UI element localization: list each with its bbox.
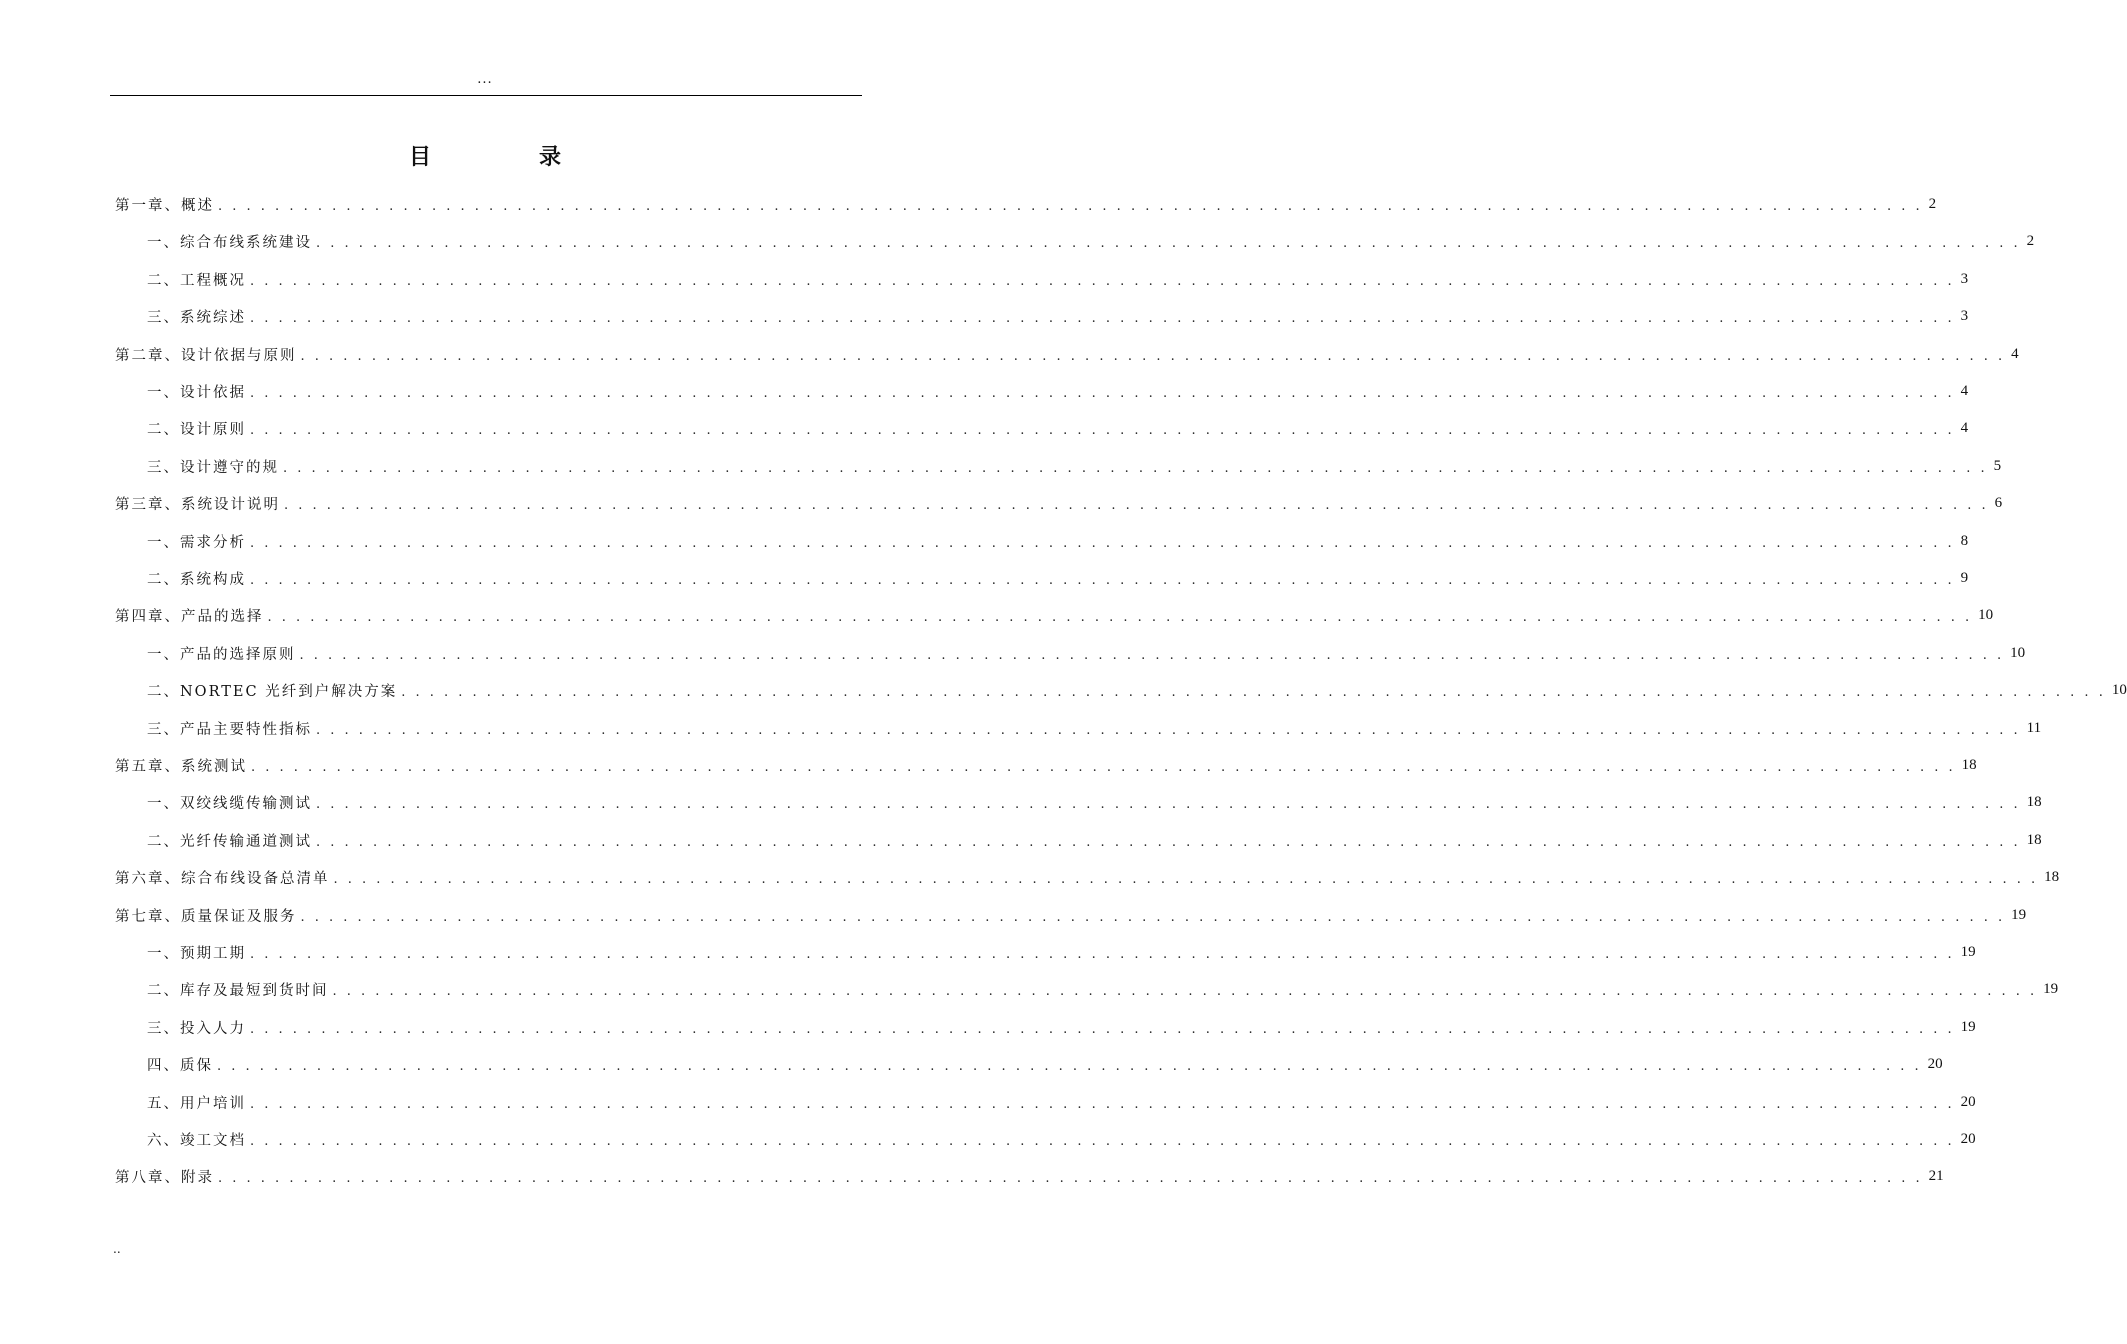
toc-page-number: 8 (1960, 532, 1969, 549)
toc-page-number: 4 (2011, 345, 2019, 362)
toc-entry-label: 第一章、概述 (115, 198, 214, 214)
header-rule (110, 95, 862, 96)
toc-section-entry[interactable] (147, 298, 1969, 335)
toc-page-number: 18 (2044, 869, 2060, 886)
toc-dot-leader: . . . . . . . . . . . . . . . . . . . . . . . . . . . . . . . . . . . . . . . . . . . . . . . . . . . . . . . . . . . . . . . . . . . . . . . . . . . . . . . . . . . . . . . . . . . . . . . . . . . . . . . . . . . . . . . . . . . . . . . . (218, 1171, 1923, 1187)
toc-dot-leader: . . . . . . . . . . . . . . . . . . . . . . . . . . . . . . . . . . . . . . . . . . . . . . . . . . . . . . . . . . . . . . . . . . . . . . . . . . . . . . . . . . . . . . . . . . . . . . . . . . . . . . . . . . . . . . . . . . . . . . . . (316, 834, 2021, 850)
toc-entry-label: 六、竣工文档 (147, 1133, 246, 1149)
toc-section-entry[interactable] (147, 635, 2026, 672)
toc-entry-label: 一、需求分析 (147, 534, 246, 551)
toc-dot-leader: . . . . . . . . . . . . . . . . . . . . . . . . . . . . . . . . . . . . . . . . . . . . . . . . . . . . . . . . . . . . . . . . . . . . . . . . . . . . . . . . . . . . . . . . . . . . . . . . . . . . . . . . . . . . . . . . . . . . . . . . (316, 797, 2021, 813)
footer-mark: .. (113, 1242, 121, 1256)
toc-section-entry[interactable] (147, 971, 2059, 1008)
toc-dot-leader: . . . . . . . . . . . . . . . . . . . . . . . . . . . . . . . . . . . . . . . . . . . . . . . . . . . . . . . . . . . . . . . . . . . . . . . . . . . . . . . . . . . . . . . . . . . . . . . . . . . . . . . . . . . . . . . . . . . . . . . . (316, 722, 2021, 738)
toc-entry-label: 一、综合布线系统建设 (147, 235, 312, 252)
toc-section-entry[interactable] (147, 1084, 1976, 1121)
toc-dot-leader: . . . . . . . . . . . . . . . . . . . . . . . . . . . . . . . . . . . . . . . . . . . . . . . . . . . . . . . . . . . . . . . . . . . . . . . . . . . . . . . . . . . . . . . . . . . . . . . . . . . . . . . . . . . . . . . . . . . . . . . . (251, 760, 1956, 775)
toc-page-number: 10 (2111, 682, 2127, 699)
toc-page-number: 19 (1960, 1018, 1976, 1035)
toc-entry-label: 第四章、产品的选择 (115, 609, 264, 626)
toc-entry-label: 一、双绞线缆传输测试 (147, 796, 312, 813)
toc-page-number: 11 (2026, 719, 2042, 736)
toc-entry-label: 一、预期工期 (147, 946, 246, 962)
toc-chapter-entry[interactable] (115, 1158, 1944, 1195)
toc-entry-label: 第二章、设计依据与原则 (115, 347, 297, 364)
toc-entry-label: 二、系统构成 (147, 572, 246, 588)
toc-entry-label: 五、用户培训 (147, 1095, 246, 1112)
toc-page-number: 19 (1960, 944, 1976, 960)
toc-dot-leader: . . . . . . . . . . . . . . . . . . . . . . . . . . . . . . . . . . . . . . . . . . . . . . . . . . . . . . . . . . . . . . . . . . . . . . . . . . . . . . . . . . . . . . . . . . . . . . . . . . . . . . . . . . . . . . . . . . . . . . . . (218, 199, 1923, 214)
toc-entry-label: 一、产品的选择原则 (147, 646, 296, 663)
toc-page-number: 3 (1960, 270, 1969, 287)
toc-entry-label: 二、工程概况 (147, 272, 246, 289)
toc-page-number: 6 (1994, 495, 2003, 512)
toc-chapter-entry[interactable] (115, 897, 2027, 934)
toc-section-entry[interactable] (147, 710, 2042, 747)
toc-section-entry[interactable] (147, 1046, 1943, 1083)
toc-entry-label: 二、光纤传输通道测试 (147, 833, 312, 850)
toc-entry-label: 第八章、附录 (115, 1170, 214, 1187)
toc-section-entry[interactable] (147, 448, 2002, 485)
toc-page-number: 20 (1960, 1131, 1976, 1147)
toc-section-entry[interactable] (147, 410, 1969, 447)
toc-dot-leader: . . . . . . . . . . . . . . . . . . . . . . . . . . . . . . . . . . . . . . . . . . . . . . . . . . . . . . . . . . . . . . . . . . . . . . . . . . . . . . . . . . . . . . . . . . . . . . . . . . . . . . . . . . . . . . . . . . . . . . . . (299, 647, 2005, 663)
toc-entry-label: 第六章、综合布线设备总清单 (115, 871, 330, 888)
toc-entry-label: 三、系统综述 (147, 310, 246, 327)
toc-dot-leader: . . . . . . . . . . . . . . . . . . . . . . . . . . . . . . . . . . . . . . . . . . . . . . . . . . . . . . . . . . . . . . . . . . . . . . . . . . . . . . . . . . . . . . . . . . . . . . . . . . . . . . . . . . . . . . . . . . . . . . . . (250, 573, 1955, 588)
toc-dot-leader: . . . . . . . . . . . . . . . . . . . . . . . . . . . . . . . . . . . . . . . . . . . . . . . . . . . . . . . . . . . . . . . . . . . . . . . . . . . . . . . . . . . . . . . . . . . . . . . . . . . . . . . . . . . . . . . . . . . . . . . . (284, 498, 1989, 514)
toc-section-entry[interactable] (147, 560, 1969, 597)
toc-section-entry[interactable] (147, 934, 1976, 971)
toc-dot-leader: . . . . . . . . . . . . . . . . . . . . . . . . . . . . . . . . . . . . . . . . . . . . . . . . . . . . . . . . . . . . . . . . . . . . . . . . . . . . . . . . . . . . . . . . . . . . . . . . . . . . . . . . . . . . . . . . . . . . . . . . (250, 311, 1955, 327)
toc-section-entry[interactable] (147, 672, 2127, 709)
toc-page-number: 21 (1928, 1168, 1944, 1185)
toc-dot-leader: . . . . . . . . . . . . . . . . . . . . . . . . . . . . . . . . . . . . . . . . . . . . . . . . . . . . . . . . . . . . . . . . . . . . . . . . . . . . . . . . . . . . . . . . . . . . . . . . . . . . . . . . . . . . . . . . . . . . . . . . (250, 1096, 1955, 1112)
toc-entry-label: 二、NORTEC 光纤到户解决方案 (147, 684, 398, 701)
toc-section-entry[interactable] (147, 223, 2035, 260)
toc-dot-leader: . . . . . . . . . . . . . . . . . . . . . . . . . . . . . . . . . . . . . . . . . . . . . . . . . . . . . . . . . . . . . . . . . . . . . . . . . . . . . . . . . . . . . . . . . . . . . . . . . . . . . . . . . . . . . . . . . . . . . . . . (250, 535, 1955, 551)
toc-dot-leader: . . . . . . . . . . . . . . . . . . . . . . . . . . . . . . . . . . . . . . . . . . . . . . . . . . . . . . . . . . . . . . . . . . . . . . . . . . . . . . . . . . . . . . . . . . . . . . . . . . . . . . . . . . . . . . . . . . . . . . . . (250, 423, 1955, 439)
toc-section-entry[interactable] (147, 1009, 1976, 1046)
toc-dot-leader: . . . . . . . . . . . . . . . . . . . . . . . . . . . . . . . . . . . . . . . . . . . . . . . . . . . . . . . . . . . . . . . . . . . . . . . . . . . . . . . . . . . . . . . . . . . . . . . . . . . . . . . . . . . . . . . . . . . . . . . . (217, 1059, 1922, 1075)
toc-section-entry[interactable] (147, 523, 1969, 560)
toc-chapter-entry[interactable] (115, 485, 2003, 522)
toc-section-entry[interactable] (147, 373, 1969, 410)
toc-section-entry[interactable] (147, 261, 1969, 298)
toc-chapter-entry[interactable] (115, 747, 1977, 784)
toc-dot-leader: . . . . . . . . . . . . . . . . . . . . . . . . . . . . . . . . . . . . . . . . . . . . . . . . . . . . . . . . . . . . . . . . . . . . . . . . . . . . . . . . . . . . . . . . . . . . . . . . . . . . . . . . . . . . . . . . . . . . . . . . (250, 947, 1955, 962)
toc-dot-leader: . . . . . . . . . . . . . . . . . . . . . . . . . . . . . . . . . . . . . . . . . . . . . . . . . . . . . . . . . . . . . . . . . . . . . . . . . . . . . . . . . . . . . . . . . . . . . . . . . . . . . . . . . . . . . . . . . . . . . . . . (316, 236, 2021, 252)
toc-page-number: 3 (1960, 308, 1969, 325)
toc-page-number: 18 (2026, 794, 2042, 811)
toc-page-number: 18 (2026, 831, 2042, 848)
toc-entry-label: 四、质保 (147, 1058, 213, 1075)
toc-dot-leader: . . . . . . . . . . . . . . . . . . . . . . . . . . . . . . . . . . . . . . . . . . . . . . . . . . . . . . . . . . . . . . . . . . . . . . . . . . . . . . . . . . . . . . . . . . . . . . . . . . . . . . . . . . . . . . . . . . . . . . . . (250, 273, 1955, 289)
toc-entry-label: 一、设计依据 (147, 385, 246, 401)
toc-dot-leader: . . . . . . . . . . . . . . . . . . . . . . . . . . . . . . . . . . . . . . . . . . . . . . . . . . . . . . . . . . . . . . . . . . . . . . . . . . . . . . . . . . . . . . . . . . . . . . . . . . . . . . . . . . . . . . . . . . . . . . . . (267, 610, 1973, 626)
toc-dot-leader: . . . . . . . . . . . . . . . . . . . . . . . . . . . . . . . . . . . . . . . . . . . . . . . . . . . . . . . . . . . . . . . . . . . . . . . . . . . . . . . . . . . . . . . . . . . . . . . . . . . . . . . . . . . . . . . . . . . . . . . . (300, 909, 2006, 925)
toc-dot-leader: . . . . . . . . . . . . . . . . . . . . . . . . . . . . . . . . . . . . . . . . . . . . . . . . . . . . . . . . . . . . . . . . . . . . . . . . . . . . . . . . . . . . . . . . . . . . . . . . . . . . . . . . . . . . . . . . . . . . . . . . (401, 685, 2106, 701)
toc-dot-leader: . . . . . . . . . . . . . . . . . . . . . . . . . . . . . . . . . . . . . . . . . . . . . . . . . . . . . . . . . . . . . . . . . . . . . . . . . . . . . . . . . . . . . . . . . . . . . . . . . . . . . . . . . . . . . . . . . . . . . . . . (333, 872, 2039, 888)
toc-section-entry[interactable] (147, 822, 2042, 859)
toc-page-number: 18 (1961, 757, 1977, 773)
toc-dot-leader: . . . . . . . . . . . . . . . . . . . . . . . . . . . . . . . . . . . . . . . . . . . . . . . . . . . . . . . . . . . . . . . . . . . . . . . . . . . . . . . . . . . . . . . . . . . . . . . . . . . . . . . . . . . . . . . . . . . . . . . . (300, 348, 2006, 364)
toc-entry-label: 第五章、系统测试 (115, 759, 247, 775)
toc-entry-label: 第三章、系统设计说明 (115, 497, 280, 514)
toc-page-number: 10 (2010, 644, 2026, 661)
toc-page-number: 2 (2026, 233, 2035, 250)
toc-entry-label: 三、投入人力 (147, 1020, 246, 1037)
toc-dot-leader: . . . . . . . . . . . . . . . . . . . . . . . . . . . . . . . . . . . . . . . . . . . . . . . . . . . . . . . . . . . . . . . . . . . . . . . . . . . . . . . . . . . . . . . . . . . . . . . . . . . . . . . . . . . . . . . . . . . . . . . . (250, 386, 1955, 401)
toc-dot-leader: . . . . . . . . . . . . . . . . . . . . . . . . . . . . . . . . . . . . . . . . . . . . . . . . . . . . . . . . . . . . . . . . . . . . . . . . . . . . . . . . . . . . . . . . . . . . . . . . . . . . . . . . . . . . . . . . . . . . . . . . (332, 984, 2038, 1000)
toc-section-entry[interactable] (147, 784, 2042, 821)
toc-dot-leader: . . . . . . . . . . . . . . . . . . . . . . . . . . . . . . . . . . . . . . . . . . . . . . . . . . . . . . . . . . . . . . . . . . . . . . . . . . . . . . . . . . . . . . . . . . . . . . . . . . . . . . . . . . . . . . . . . . . . . . . . (250, 1021, 1955, 1037)
header-mark: ... (477, 72, 493, 87)
toc-page-number: 4 (1960, 420, 1969, 437)
toc-section-entry[interactable] (147, 1121, 1976, 1158)
toc-title: 目录 (408, 144, 669, 170)
toc-entry-label: 三、产品主要特性指标 (147, 721, 312, 738)
toc-entry-label: 三、设计遵守的规 (147, 459, 279, 476)
toc-page-number: 9 (1960, 570, 1969, 586)
toc-chapter-entry[interactable] (115, 336, 2019, 373)
toc-entry-label: 二、设计原则 (147, 422, 246, 439)
toc-entry-label: 二、库存及最短到货时间 (147, 983, 329, 1000)
toc-chapter-entry[interactable] (115, 597, 1994, 634)
toc-page-number: 19 (2011, 906, 2027, 923)
toc-chapter-entry[interactable] (115, 859, 2060, 896)
toc-page-number: 5 (1993, 457, 2002, 474)
toc-page-number: 20 (1960, 1093, 1976, 1110)
toc-dot-leader: . . . . . . . . . . . . . . . . . . . . . . . . . . . . . . . . . . . . . . . . . . . . . . . . . . . . . . . . . . . . . . . . . . . . . . . . . . . . . . . . . . . . . . . . . . . . . . . . . . . . . . . . . . . . . . . . . . . . . . . . (250, 1134, 1955, 1149)
toc-entry-label: 第七章、质量保证及服务 (115, 908, 297, 925)
toc-page-number: 10 (1978, 607, 1994, 624)
toc-chapter-entry[interactable] (115, 186, 1937, 223)
toc-dot-leader: . . . . . . . . . . . . . . . . . . . . . . . . . . . . . . . . . . . . . . . . . . . . . . . . . . . . . . . . . . . . . . . . . . . . . . . . . . . . . . . . . . . . . . . . . . . . . . . . . . . . . . . . . . . . . . . . . . . . . . . . (283, 460, 1988, 476)
toc-page-number: 20 (1927, 1056, 1943, 1073)
toc-page-number: 2 (1928, 196, 1937, 212)
toc-page-number: 4 (1960, 383, 1969, 399)
toc-page-number: 19 (2043, 981, 2059, 998)
